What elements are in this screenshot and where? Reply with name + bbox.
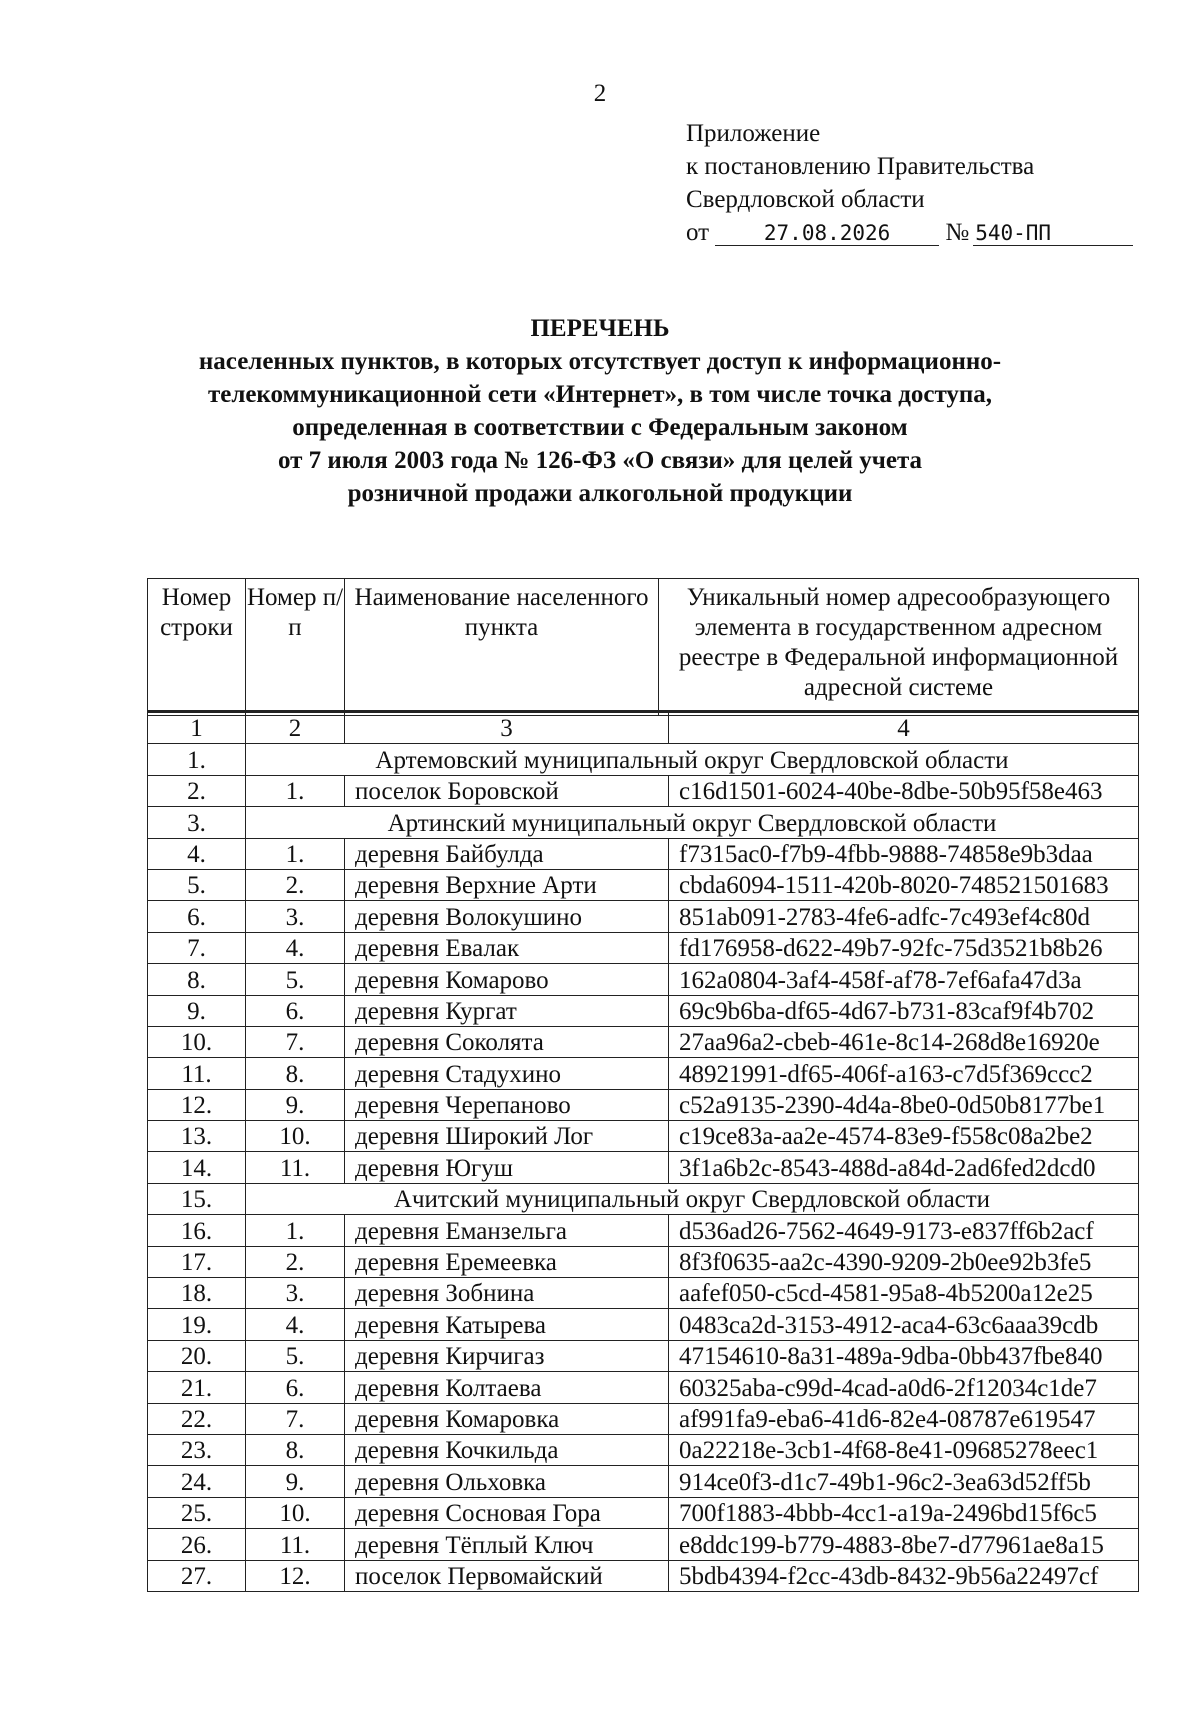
table-row [148,1089,1139,1120]
row-number: 4. [148,838,246,869]
row-number: 8. [148,964,246,995]
fias-id: 3f1a6b2c-8543-488d-a84d-2ad6fed2dcd0 [669,1152,1139,1183]
fias-id: 8f3f0635-aa2c-4390-9209-2b0ee92b3fe5 [669,1246,1139,1277]
item-number: 11. [246,1529,345,1560]
settlement-name: деревня Комарово [345,964,669,995]
table-row [148,1466,1139,1497]
settlement-name: деревня Байбулда [345,838,669,869]
row-number: 27. [148,1560,246,1591]
title-line-5: розничной продажи алкогольной продукции [347,480,853,507]
from-label: от [686,219,710,246]
table-row [148,1215,1139,1246]
table-row [148,1309,1139,1340]
settlement-name: деревня Катырева [345,1309,669,1340]
table-row [148,775,1139,806]
section-title: Ачитский муниципальный округ Свердловской области [246,1183,1139,1214]
row-number: 12. [148,1089,246,1120]
table-body [148,712,1139,1592]
section-row [148,807,1139,838]
settlement-name: деревня Верхние Арти [345,869,669,900]
item-number: 11. [246,1152,345,1183]
row-number: 17. [148,1246,246,1277]
settlement-name: деревня Евалак [345,932,669,963]
fias-id: 27aa96a2-cbeb-461e-8c14-268d8e16920e [669,1026,1139,1057]
table-row [148,1152,1139,1183]
row-number: 11. [148,1058,246,1089]
item-number: 4. [246,932,345,963]
column-number-4: 4 [669,712,1139,744]
item-number: 7. [246,1026,345,1057]
row-number: 22. [148,1403,246,1434]
table-row [148,869,1139,900]
resolution-number: 540-ПП [973,221,1133,246]
appendix-block [686,117,1133,249]
fias-id: c52a9135-2390-4d4a-8be0-0d50b8177be1 [669,1089,1139,1120]
table-header [147,578,1139,716]
settlement-name: деревня Черепаново [345,1089,669,1120]
title-line-2: телекоммуникационной сети «Интернет», в том числе точка доступа, [207,381,993,408]
settlement-name: деревня Еремеевка [345,1246,669,1277]
item-number: 1. [246,775,345,806]
header-item-number: Номер п/п [246,579,345,716]
settlement-name: деревня Тёплый Ключ [345,1529,669,1560]
section-title: Артемовский муниципальный округ Свердловской области [246,744,1139,775]
item-number: 4. [246,1309,345,1340]
header-row [148,579,1139,716]
column-number-1: 1 [148,712,246,744]
item-number: 6. [246,1372,345,1403]
fias-id: 47154610-8a31-489a-9dba-0bb437fbe840 [669,1340,1139,1371]
fias-id: c16d1501-6024-40be-8dbe-50b95f58e463 [669,775,1139,806]
item-number: 3. [246,901,345,932]
row-number: 1. [148,744,246,775]
fias-id: 69c9b6ba-df65-4d67-b731-83caf9f4b702 [669,995,1139,1026]
column-numbers-row [148,712,1139,744]
settlement-name: поселок Боровской [345,775,669,806]
item-number: 5. [246,1340,345,1371]
fias-id: fd176958-d622-49b7-92fc-75d3521b8b26 [669,932,1139,963]
settlement-name: деревня Колтаева [345,1372,669,1403]
fias-id: 60325aba-c99d-4cad-a0d6-2f12034c1de7 [669,1372,1139,1403]
table-row [148,1560,1139,1591]
fias-id: 700f1883-4bbb-4cc1-a19a-2496bd15f6c5 [669,1497,1139,1528]
table-row [148,1497,1139,1528]
fias-id: f7315ac0-f7b9-4fbb-9888-74858e9b3daa [669,838,1139,869]
settlement-name: деревня Сосновая Гора [345,1497,669,1528]
row-number: 23. [148,1434,246,1465]
appendix-line-1: Приложение [686,120,821,147]
fias-id: 0483ca2d-3153-4912-aca4-63c6aaa39cdb [669,1309,1139,1340]
table-row [148,1529,1139,1560]
row-number: 9. [148,995,246,1026]
settlement-name: деревня Волокушино [345,901,669,932]
fias-id: 48921991-df65-406f-a163-c7d5f369ccc2 [669,1058,1139,1089]
row-number: 19. [148,1309,246,1340]
settlement-name: деревня Кургат [345,995,669,1026]
table-row [148,901,1139,932]
table-row [148,1246,1139,1277]
row-number: 18. [148,1278,246,1309]
fias-id: c19ce83a-aa2e-4574-83e9-f558c08a2be2 [669,1121,1139,1152]
settlement-name: деревня Комаровка [345,1403,669,1434]
item-number: 1. [246,838,345,869]
table-row [148,1026,1139,1057]
row-number: 5. [148,869,246,900]
section-title: Артинский муниципальный округ Свердловской области [246,807,1139,838]
table-row [148,1278,1139,1309]
appendix-line-3: Свердловской области [686,186,925,213]
settlement-name: деревня Еманзельга [345,1215,669,1246]
settlement-name: деревня Кочкильда [345,1434,669,1465]
table-row [148,995,1139,1026]
page-number: 2 [593,80,607,107]
row-number: 10. [148,1026,246,1057]
row-number: 14. [148,1152,246,1183]
fias-id: af991fa9-eba6-41d6-82e4-08787e619547 [669,1403,1139,1434]
table-row [148,1121,1139,1152]
column-number-2: 2 [246,712,345,744]
row-number: 16. [148,1215,246,1246]
table-row [148,932,1139,963]
item-number: 10. [246,1497,345,1528]
fias-id: 162a0804-3af4-458f-af78-7ef6afa47d3a [669,964,1139,995]
table-row [148,1403,1139,1434]
title-line-3: определенная в соответствии с Федеральным законом [292,414,908,441]
title-line-4: от 7 июля 2003 года № 126-ФЗ «О связи» для целей учета [277,447,923,474]
number-label: № [945,219,970,246]
fias-id: d536ad26-7562-4649-9173-e837ff6b2acf [669,1215,1139,1246]
row-number: 13. [148,1121,246,1152]
settlement-name: деревня Ольховка [345,1466,669,1497]
fias-id: 851ab091-2783-4fe6-adfc-7c493ef4c80d [669,901,1139,932]
resolution-date: 27.08.2026 [715,221,939,246]
row-number: 26. [148,1529,246,1560]
settlement-name: деревня Кирчигаз [345,1340,669,1371]
item-number: 10. [246,1121,345,1152]
fias-id: cbda6094-1511-420b-8020-748521501683 [669,869,1139,900]
item-number: 12. [246,1560,345,1591]
row-number: 20. [148,1340,246,1371]
section-row [148,744,1139,775]
document-title [0,312,1200,510]
appendix-date-line [686,216,1133,249]
item-number: 9. [246,1466,345,1497]
row-number: 3. [148,807,246,838]
row-number: 24. [148,1466,246,1497]
item-number: 3. [246,1278,345,1309]
settlement-name: поселок Первомайский [345,1560,669,1591]
fias-id: aafef050-c5cd-4581-95a8-4b5200a12e25 [669,1278,1139,1309]
table-row [148,1372,1139,1403]
settlement-name: деревня Югуш [345,1152,669,1183]
item-number: 2. [246,1246,345,1277]
settlement-name: деревня Соколята [345,1026,669,1057]
fias-id: 5bdb4394-f2cc-43db-8432-9b56a22497cf [669,1560,1139,1591]
settlement-name: деревня Зобнина [345,1278,669,1309]
fias-id: 914ce0f3-d1c7-49b1-96c2-3ea63d52ff5b [669,1466,1139,1497]
table-row [148,1434,1139,1465]
item-number: 1. [246,1215,345,1246]
item-number: 9. [246,1089,345,1120]
table-row [148,1340,1139,1371]
appendix-line-2: к постановлению Правительства [686,153,1035,180]
row-number: 2. [148,775,246,806]
row-number: 21. [148,1372,246,1403]
table-row [148,1058,1139,1089]
row-number: 25. [148,1497,246,1528]
title-heading: ПЕРЕЧЕНЬ [530,315,670,342]
item-number: 8. [246,1058,345,1089]
title-line-1: населенных пунктов, в которых отсутствует доступ к информационно- [198,348,1002,375]
row-number: 7. [148,932,246,963]
item-number: 7. [246,1403,345,1434]
item-number: 6. [246,995,345,1026]
item-number: 5. [246,964,345,995]
header-settlement-name: Наименование населенного пункта [345,579,659,716]
row-number: 15. [148,1183,246,1214]
fias-id: e8ddc199-b779-4883-8be7-d77961ae8a15 [669,1529,1139,1560]
item-number: 8. [246,1434,345,1465]
settlement-name: деревня Стадухино [345,1058,669,1089]
section-row [148,1183,1139,1214]
settlements-table [147,710,1139,1592]
fias-id: 0a22218e-3cb1-4f68-8e41-09685278eec1 [669,1434,1139,1465]
table-row [148,964,1139,995]
row-number: 6. [148,901,246,932]
header-fias-id: Уникальный номер адресообразующего элемента в государственном адресном реестре в Федеральной информационной адресной системе [659,579,1139,716]
settlement-name: деревня Широкий Лог [345,1121,669,1152]
item-number: 2. [246,869,345,900]
header-row-number: Номер строки [148,579,246,716]
table-row [148,838,1139,869]
column-number-3: 3 [345,712,669,744]
